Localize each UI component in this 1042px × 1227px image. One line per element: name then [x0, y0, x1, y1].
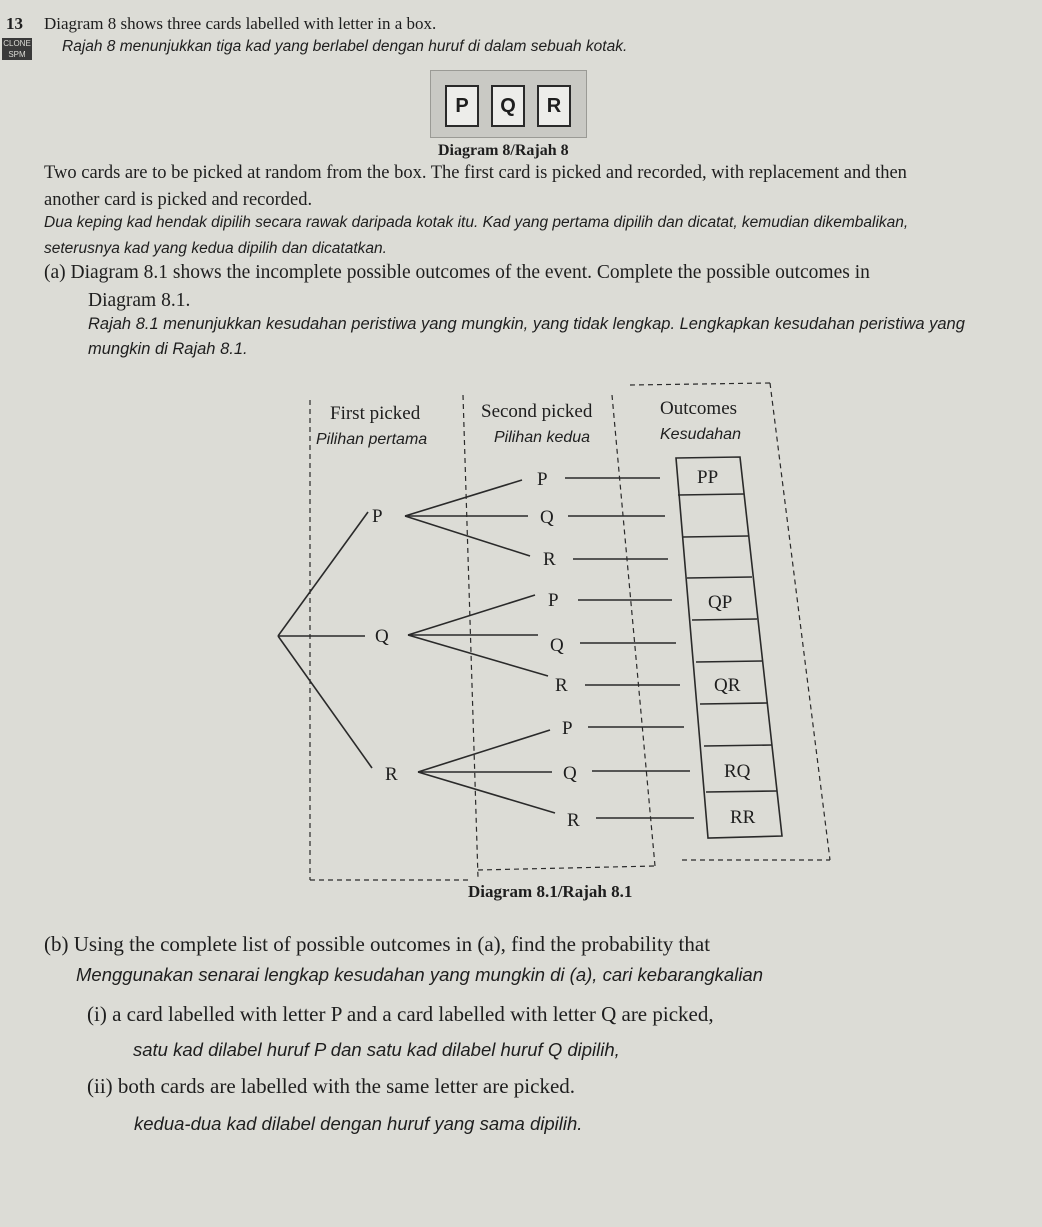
part-b-i-english: (i) a card labelled with letter P and a card labelled with letter Q are picked, [87, 1002, 714, 1026]
part-b-malay: Menggunakan senarai lengkap kesudahan yang mungkin di (a), cari kebarangkalian [76, 964, 764, 985]
tree-branches [278, 478, 694, 818]
second-level-label: Q [563, 763, 577, 784]
second-level-label: R [567, 810, 580, 831]
part-b-i-malay: satu kad dilabel huruf P dan satu kad dilabel huruf Q dipilih, [133, 1039, 620, 1060]
intro-malay: Rajah 8 menunjukkan tiga kad yang berlabel dengan huruf di dalam sebuah kotak. [62, 38, 628, 55]
header-second-picked: Second picked [481, 401, 593, 422]
badge-top-text: CLONE [3, 39, 31, 48]
intro-english: Diagram 8 shows three cards labelled with letter in a box. [44, 14, 437, 33]
header-outcomes: Outcomes [660, 398, 738, 419]
second-level-label: P [537, 469, 548, 490]
second-level-label: Q [550, 635, 564, 656]
part-b-ii-malay: kedua-dua kad dilabel dengan huruf yang sama dipilih. [134, 1113, 583, 1134]
header-outcomes-malay: Kesudahan [660, 426, 741, 443]
part-a-english-line2: Diagram 8.1. [88, 290, 191, 311]
second-level-label: R [555, 675, 568, 696]
first-level-label: Q [375, 626, 389, 647]
outcome-cell: QR [714, 675, 741, 696]
card-q: Q [491, 85, 525, 127]
second-level-label: Q [540, 507, 554, 528]
diagram8-caption: Diagram 8/Rajah 8 [438, 142, 569, 159]
part-b-english: (b) Using the complete list of possible outcomes in (a), find the probability that [44, 932, 711, 956]
part-a-english-line1: (a) Diagram 8.1 shows the incomplete possible outcomes of the event. Complete the possible outcomes in [44, 262, 870, 283]
outcome-cell: PP [697, 467, 719, 488]
stem-malay-line2: seterusnya kad yang kedua dipilih dan dicatatkan. [44, 240, 387, 257]
second-level-label: R [543, 549, 556, 570]
badge-bottom-text: SPM [8, 50, 26, 59]
first-level-label: R [385, 764, 398, 785]
stem-malay-line1: Dua keping kad hendak dipilih secara rawak daripada kotak itu. Kad yang pertama dipilih dan dicatat, kemudian dikembalikan, [44, 214, 909, 231]
second-level-label: P [548, 590, 559, 611]
outcome-cell: QP [708, 592, 733, 613]
card-p: P [445, 85, 479, 127]
outcome-cell: RR [730, 807, 756, 828]
part-a-malay-line2: mungkin di Rajah 8.1. [88, 340, 248, 358]
part-a-malay-line1: Rajah 8.1 menunjukkan kesudahan peristiwa yang mungkin, yang tidak lengkap. Lengkapkan kesudahan peristiwa yang [88, 315, 965, 333]
card-r: R [537, 85, 571, 127]
second-level-label: P [562, 718, 573, 739]
question-number: 13 [6, 14, 23, 33]
header-first-picked-malay: Pilihan pertama [316, 431, 428, 448]
header-first-picked: First picked [330, 403, 421, 424]
outcome-cell: RQ [724, 761, 751, 782]
diagram81-caption: Diagram 8.1/Rajah 8.1 [468, 882, 633, 901]
stem-english-line1: Two cards are to be picked at random from the box. The first card is picked and recorded, with replacement and then [44, 163, 907, 183]
header-second-picked-malay: Pilihan kedua [494, 429, 591, 446]
first-level-label: P [372, 506, 383, 527]
part-b-ii-english: (ii) both cards are labelled with the same letter are picked. [87, 1074, 576, 1098]
stem-english-line2: another card is picked and recorded. [44, 190, 313, 210]
